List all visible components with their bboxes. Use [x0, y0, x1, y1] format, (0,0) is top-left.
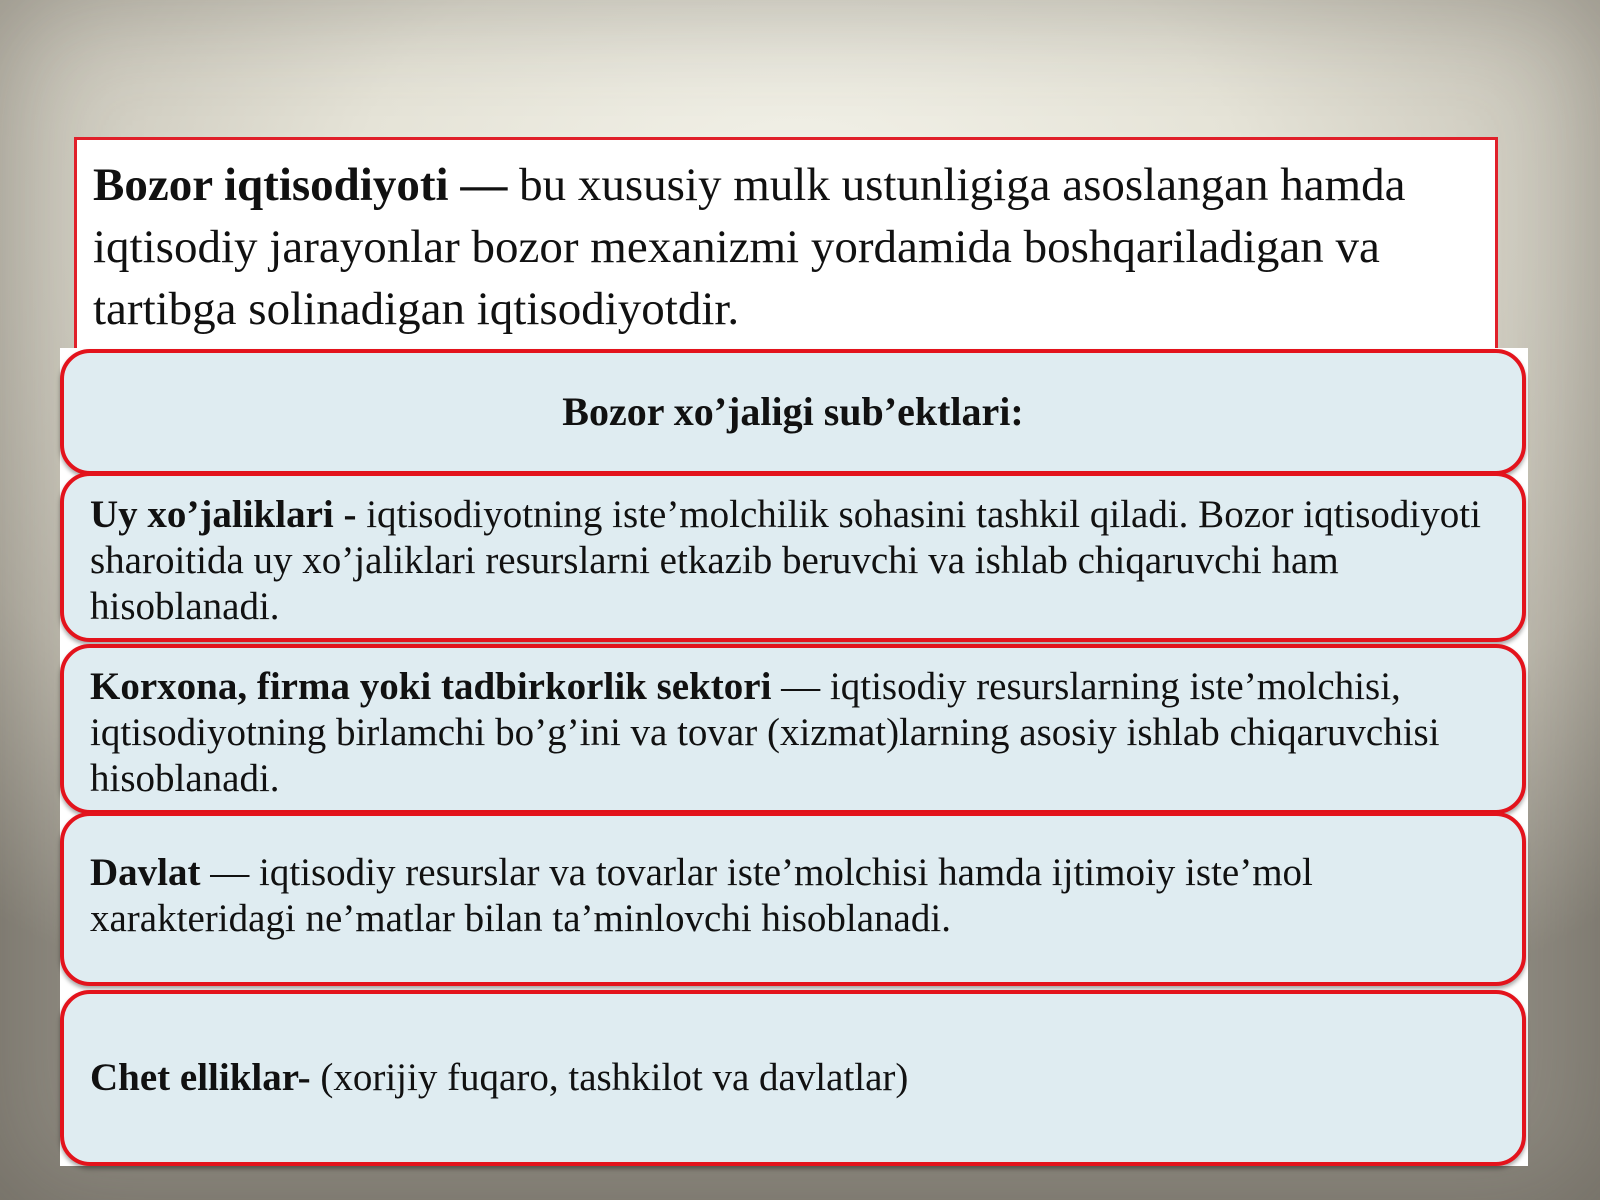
subjects-title: Bozor xo’jaligi sub’ektlari: — [562, 389, 1024, 434]
subject-description: (xorijiy fuqaro, tashkilot va davlatlar) — [310, 1056, 909, 1099]
subject-panel-firms — [60, 644, 1526, 814]
definition-box — [74, 137, 1498, 365]
subject-panel-households — [60, 472, 1526, 642]
subject-term: Davlat — [90, 851, 201, 894]
subject-description: iqtisodiyotning iste’molchilik sohasini tashkil qiladi. Bozor iqtisodiyoti sharoitida uy xo’jaliklari resurslarni etkazib beruvchi va ishlab chiqaruvchi ham hisoblanadi. — [90, 493, 1481, 628]
subject-description: — iqtisodiy resurslar va tovarlar iste’molchisi hamda ijtimoiy iste’mol xarakteridagi ne’matlar bilan ta’minlovchi hisoblanadi. — [90, 851, 1313, 940]
subject-term: Uy xo’jaliklari - — [90, 493, 357, 536]
subject-term: Korxona, firma yoki tadbirkorlik sektori — [90, 665, 772, 708]
definition-text: bu xususiy mulk ustunligiga asoslangan hamda iqtisodiy jarayonlar bozor mexanizmi yordamida boshqariladigan va tartibga solinadigan iqtisodiyotdir. — [93, 159, 1406, 335]
subject-panel-foreigners — [60, 990, 1526, 1166]
subject-panel-state — [60, 812, 1526, 986]
subjects-title-panel — [60, 349, 1526, 475]
subject-term: Chet elliklar- — [90, 1056, 311, 1099]
subject-description: — iqtisodiy resurslarning iste’molchisi, iqtisodiyotning birlamchi bo’g’ini va tovar (xizmat)larning asosiy ishlab chiqaruvchisi hisoblanadi. — [90, 665, 1440, 800]
subject-entry — [90, 1055, 908, 1101]
definition-term: Bozor iqtisodiyoti — — [93, 159, 508, 211]
